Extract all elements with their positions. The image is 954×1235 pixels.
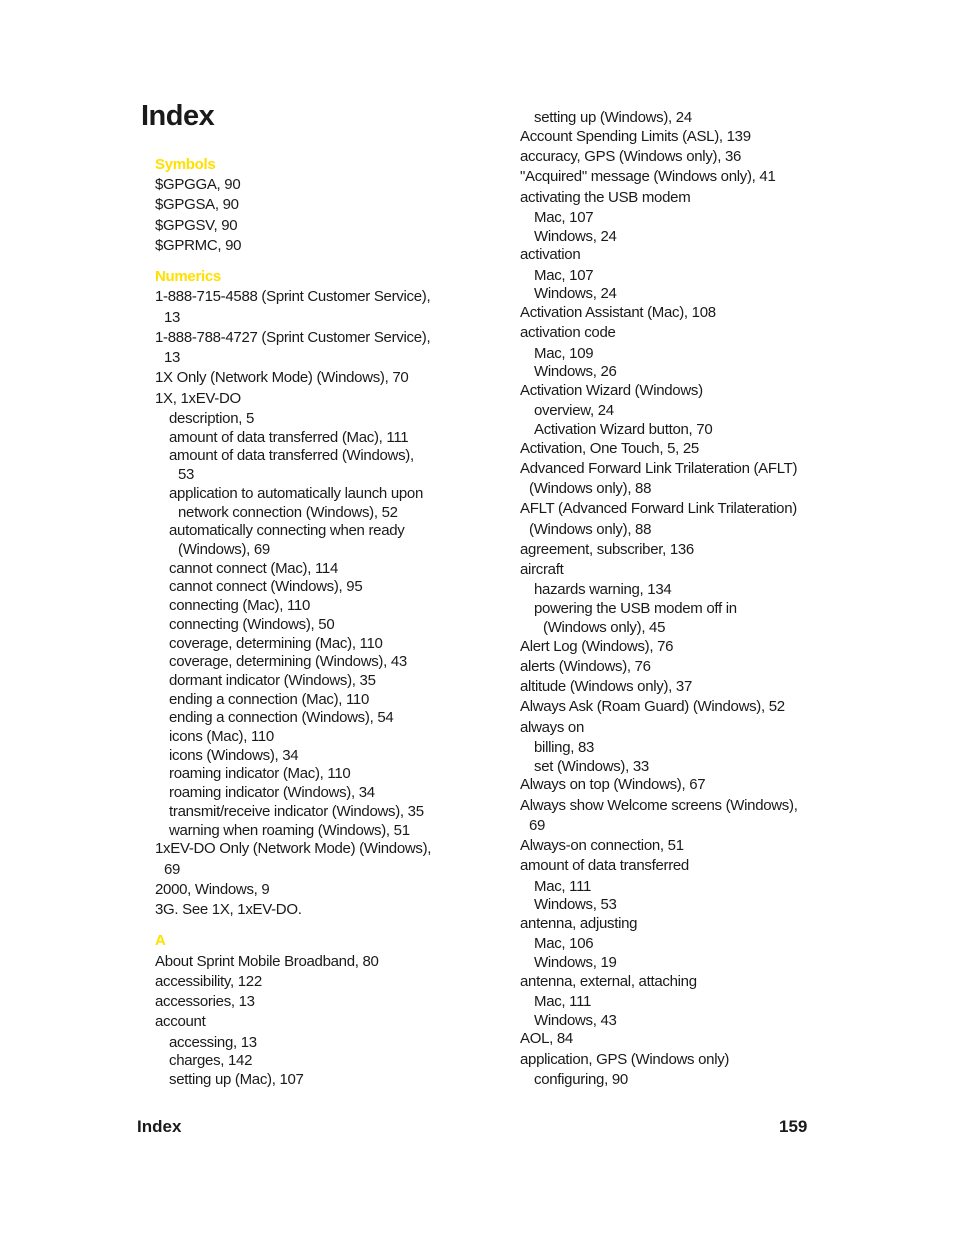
index-subentry: setting up (Windows), 24: [534, 109, 692, 126]
index-entry: antenna, adjusting: [520, 915, 638, 932]
index-entry: agreement, subscriber, 136: [520, 541, 694, 558]
index-subentry: transmit/receive indicator (Windows), 35: [169, 803, 424, 820]
index-subentry: accessing, 13: [169, 1034, 257, 1051]
index-subentry: set (Windows), 33: [534, 758, 649, 775]
index-subentry: Windows, 24: [534, 285, 617, 302]
index-subentry: roaming indicator (Windows), 34: [169, 784, 375, 801]
index-entry: activation code: [520, 324, 616, 341]
index-entry: Alert Log (Windows), 76: [520, 638, 674, 655]
index-entry: 1-888-715-4588 (Sprint Customer Service),: [155, 288, 431, 305]
index-subentry: Mac, 109: [534, 345, 594, 362]
index-entry: 1xEV-DO Only (Network Mode) (Windows),: [155, 840, 432, 857]
index-subentry: ending a connection (Windows), 54: [169, 709, 394, 726]
index-entry-continuation: (Windows only), 88: [529, 521, 652, 538]
index-subentry: connecting (Mac), 110: [169, 597, 310, 614]
index-subentry: description, 5: [169, 410, 255, 427]
index-entry: Always-on connection, 51: [520, 837, 684, 854]
index-entry: altitude (Windows only), 37: [520, 678, 692, 695]
index-subentry: Mac, 107: [534, 267, 594, 284]
index-section-heading: Numerics: [155, 268, 221, 285]
page-number: 159: [779, 1117, 808, 1136]
index-subentry: Windows, 26: [534, 363, 617, 380]
index-entry: 1-888-788-4727 (Sprint Customer Service),: [155, 329, 431, 346]
index-entry-continuation: 13: [164, 349, 181, 366]
index-entry: alerts (Windows), 76: [520, 658, 651, 675]
index-entry: 1X Only (Network Mode) (Windows), 70: [155, 369, 409, 386]
index-entry: $GPGGA, 90: [155, 176, 241, 193]
index-subentry: roaming indicator (Mac), 110: [169, 765, 351, 782]
index-subentry: hazards warning, 134: [534, 581, 672, 598]
index-entry: "Acquired" message (Windows only), 41: [520, 168, 776, 185]
index-entry: accessibility, 122: [155, 973, 262, 990]
index-entry: Activation Wizard (Windows): [520, 382, 703, 399]
index-entry: Always show Welcome screens (Windows),: [520, 797, 798, 814]
index-subentry: dormant indicator (Windows), 35: [169, 672, 376, 689]
index-subentry: coverage, determining (Mac), 110: [169, 635, 383, 652]
index-entry: Always Ask (Roam Guard) (Windows), 52: [520, 698, 785, 715]
index-entry: account: [155, 1013, 206, 1030]
index-section-heading: Symbols: [155, 156, 216, 173]
index-entry: $GPRMC, 90: [155, 237, 242, 254]
footer-section-label: Index: [137, 1117, 182, 1136]
index-entry: aircraft: [520, 561, 564, 578]
index-entry: always on: [520, 719, 585, 736]
index-subentry: powering the USB modem off in: [534, 600, 737, 617]
index-subentry: warning when roaming (Windows), 51: [169, 822, 410, 839]
index-subentry: automatically connecting when ready: [169, 522, 405, 539]
index-entry: activating the USB modem: [520, 189, 691, 206]
index-section-heading: A: [155, 932, 166, 949]
index-entry-continuation: 69: [529, 817, 546, 834]
index-subentry: Mac, 111: [534, 993, 592, 1010]
index-subentry: Activation Wizard button, 70: [534, 421, 713, 438]
index-subentry: Windows, 19: [534, 954, 617, 971]
index-subentry: connecting (Windows), 50: [169, 616, 335, 633]
index-subentry: Windows, 53: [534, 896, 617, 913]
index-subentry: application to automatically launch upon: [169, 485, 424, 502]
index-subentry: cannot connect (Windows), 95: [169, 578, 363, 595]
index-subentry: Mac, 111: [534, 878, 592, 895]
page-title: Index: [141, 100, 215, 132]
index-entry-continuation: (Windows only), 45: [543, 619, 666, 636]
index-subentry: ending a connection (Mac), 110: [169, 691, 370, 708]
index-entry: activation: [520, 246, 581, 263]
index-subentry: overview, 24: [534, 402, 614, 419]
index-subentry: Windows, 43: [534, 1012, 617, 1029]
index-subentry: Mac, 107: [534, 209, 594, 226]
index-subentry: icons (Mac), 110: [169, 728, 274, 745]
index-entry: $GPGSA, 90: [155, 196, 239, 213]
index-entry-continuation: (Windows), 69: [178, 541, 270, 558]
index-entry-continuation: 13: [164, 309, 181, 326]
index-entry: 1X, 1xEV-DO: [155, 390, 241, 407]
index-subentry: amount of data transferred (Mac), 111: [169, 429, 409, 446]
index-entry: AFLT (Advanced Forward Link Trilateration): [520, 500, 797, 517]
index-entry: Activation Assistant (Mac), 108: [520, 304, 716, 321]
index-entry-continuation: (Windows only), 88: [529, 480, 652, 497]
index-subentry: cannot connect (Mac), 114: [169, 560, 338, 577]
index-subentry: charges, 142: [169, 1052, 253, 1069]
index-entry: amount of data transferred: [520, 857, 689, 874]
index-entry-continuation: 69: [164, 861, 181, 878]
index-subentry: coverage, determining (Windows), 43: [169, 653, 407, 670]
index-entry: About Sprint Mobile Broadband, 80: [155, 953, 379, 970]
index-subentry: configuring, 90: [534, 1071, 628, 1088]
index-subentry: Windows, 24: [534, 228, 617, 245]
index-subentry: Mac, 106: [534, 935, 594, 952]
index-entry-continuation: network connection (Windows), 52: [178, 504, 398, 521]
index-entry: Account Spending Limits (ASL), 139: [520, 128, 751, 145]
index-entry: AOL, 84: [520, 1030, 573, 1047]
index-entry: 3G. See 1X, 1xEV-DO.: [155, 901, 302, 918]
index-entry-continuation: 53: [178, 466, 195, 483]
index-subentry: icons (Windows), 34: [169, 747, 299, 764]
index-entry: 2000, Windows, 9: [155, 881, 270, 898]
index-entry: Advanced Forward Link Trilateration (AFLT): [520, 460, 798, 477]
index-subentry: setting up (Mac), 107: [169, 1071, 304, 1088]
index-entry: $GPGSV, 90: [155, 217, 238, 234]
index-entry: application, GPS (Windows only): [520, 1051, 730, 1068]
index-entry: Always on top (Windows), 67: [520, 776, 706, 793]
index-entry: accuracy, GPS (Windows only), 36: [520, 148, 742, 165]
index-subentry: billing, 83: [534, 739, 595, 756]
index-entry: antenna, external, attaching: [520, 973, 697, 990]
index-entry: accessories, 13: [155, 993, 255, 1010]
index-entry: Activation, One Touch, 5, 25: [520, 440, 699, 457]
index-subentry: amount of data transferred (Windows),: [169, 447, 414, 464]
